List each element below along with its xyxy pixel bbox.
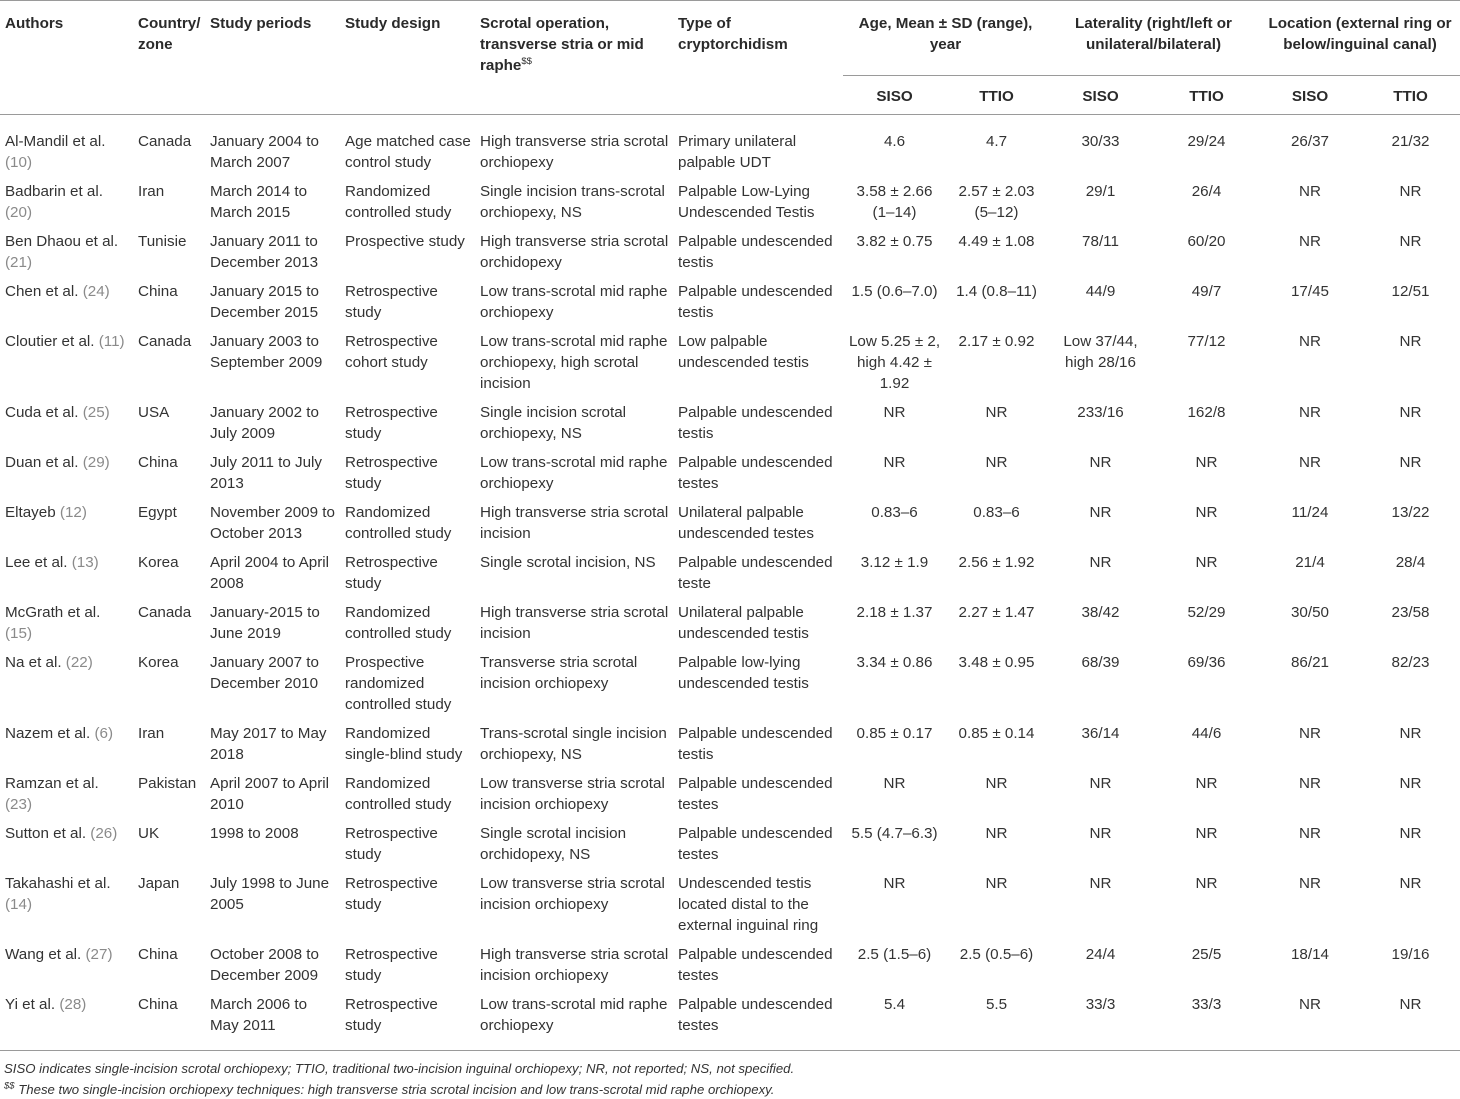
cell-operation: Single scrotal incision, NS [480,554,656,571]
cell-location-ttio: 28/4 [1395,554,1426,571]
cell-study-period: July 2011 to July 2013 [210,454,322,492]
cell-operation: Low transverse stria scrotal incision orchiopexy [480,775,665,813]
header-age: Age, Mean ± SD (range), year [843,1,1047,76]
cell-study-period: 1998 to 2008 [210,825,299,842]
cell-location-ttio: 21/32 [1391,133,1430,150]
cell-study-design: Randomized controlled study [345,504,452,542]
cell-country: Egypt [138,504,177,521]
author-name: Yi et al. [5,996,56,1013]
reference-link[interactable]: (15) [5,625,33,642]
header-laterality: Laterality (right/left or unilateral/bilateral) [1047,1,1259,76]
cell-study-period: April 2004 to April 2008 [210,554,330,592]
cell-laterality-ttio: 60/20 [1187,233,1226,250]
cell-study-design: Randomized single-blind study [345,725,463,763]
cell-location-ttio: NR [1399,404,1422,421]
cell-laterality-ttio: NR [1195,454,1218,471]
footnote-techniques [4,1081,1460,1099]
header-type: Type of cryptorchidism [678,15,788,53]
author-name: Cuda et al. [5,404,79,421]
cell-laterality-ttio: 77/12 [1187,333,1226,350]
cell-laterality-siso: 30/33 [1081,133,1120,150]
cell-country: China [138,283,178,300]
cell-operation: Single scrotal incision orchidopexy, NS [480,825,627,863]
author-name: Sutton et al. [5,825,87,842]
cell-location-siso: 30/50 [1290,604,1329,621]
cell-laterality-ttio: NR [1195,775,1218,792]
cell-age-ttio: 5.5 [945,991,1047,1051]
cell-study-design: Randomized controlled study [345,604,452,642]
cell-cryptorchidism-type: Primary unilateral palpable UDT [678,133,797,171]
cell-laterality-siso: NR [1089,775,1112,792]
cell-country: USA [138,404,170,421]
cell-laterality-siso: 38/42 [1081,604,1120,621]
cell-location-siso: NR [1259,991,1360,1051]
cell-country: Pakistan [138,775,197,792]
reference-link[interactable]: (20) [5,204,33,221]
cell-age-ttio: 2.27 ± 1.47 [958,604,1035,621]
author-name: Cloutier et al. [5,333,95,350]
cell-location-siso: NR [1299,725,1321,742]
cell-location-ttio: NR [1399,725,1422,742]
cell-cryptorchidism-type: Palpable undescended testis [678,725,833,763]
cell-laterality-ttio: NR [1195,554,1218,571]
table-row [0,770,1460,820]
reference-link[interactable]: (27) [85,946,113,963]
cell-laterality-ttio: NR [1195,504,1218,521]
table-row [0,870,1460,941]
table-row [0,228,1460,278]
cell-location-ttio: 13/22 [1391,504,1430,521]
cell-study-design: Retrospective study [345,554,438,592]
cell-study-design: Retrospective study [340,991,475,1051]
cell-author [0,549,133,599]
cell-study-period: November 2009 to October 2013 [210,504,335,542]
cell-age-siso: 2.18 ± 1.37 [856,604,933,621]
author-name: Ramzan et al. [5,775,99,792]
cell-operation: High transverse stria scrotal incision [480,604,669,642]
cell-age-siso: 0.83–6 [871,504,918,521]
cell-study-design: Prospective randomized controlled study [345,654,452,713]
author-name: Eltayeb [5,504,56,521]
cell-study-period: January-2015 to June 2019 [210,604,320,642]
header-scrotal-operation-text: Scrotal operation, transverse stria or mid raphe [480,15,644,74]
cell-laterality-siso: NR [1089,454,1112,471]
author-name: Ben Dhaou et al. [5,233,119,250]
author-name: Al-Mandil et al. [5,133,106,150]
cell-age-siso: 3.58 ± 2.66 (1–14) [856,183,933,221]
cell-laterality-siso: 36/14 [1081,725,1120,742]
cell-study-period: March 2014 to March 2015 [210,183,308,221]
cell-author [0,328,133,399]
cell-age-ttio: 2.56 ± 1.92 [958,554,1035,571]
author-name: Lee et al. [5,554,68,571]
cell-location-ttio: 23/58 [1391,604,1430,621]
cell-author [0,991,133,1051]
author-name: Chen et al. [5,283,79,300]
reference-link[interactable]: (24) [82,283,110,300]
cell-laterality-siso: 233/16 [1077,404,1124,421]
cell-laterality-ttio: 26/4 [1191,183,1222,200]
table-row [0,599,1460,649]
cell-age-siso: 1.5 (0.6–7.0) [851,283,938,300]
table-row [0,449,1460,499]
reference-link[interactable]: (22) [65,654,93,671]
table-row [0,278,1460,328]
cell-country: UK [138,825,160,842]
cell-age-siso: 5.4 [843,991,945,1051]
cell-study-design: Retrospective study [345,946,438,984]
cell-cryptorchidism-type: Unilateral palpable undescended testis [678,604,809,642]
footnote-symbol: $$ [4,1080,15,1092]
cell-age-ttio: 0.83–6 [973,504,1020,521]
subheader-laterality-ttio: TTIO [1189,88,1224,105]
subheader-location-siso: SISO [1291,88,1329,105]
header-row [0,1,1460,76]
cell-study-design: Retrospective study [345,454,438,492]
cell-age-ttio: 2.57 ± 2.03 (5–12) [958,183,1035,221]
cell-operation: Low trans-scrotal mid raphe orchiopexy [480,454,668,492]
table-row [0,328,1460,399]
cell-author [0,820,133,870]
cell-age-ttio: NR [985,775,1008,792]
cell-laterality-ttio: 162/8 [1187,404,1226,421]
cell-age-siso: 3.34 ± 0.86 [856,654,933,671]
cell-cryptorchidism-type: Palpable undescended testes [678,946,833,984]
cell-location-siso: 18/14 [1290,946,1329,963]
cell-author [0,720,133,770]
reference-link[interactable]: (12) [59,504,87,521]
cell-author [0,770,133,820]
table-row [0,178,1460,228]
cell-operation: Single incision trans-scrotal orchiopexy, NS [480,183,665,221]
cell-operation: Low trans-scrotal mid raphe orchiopexy [480,283,668,321]
cell-age-ttio: 3.48 ± 0.95 [958,654,1035,671]
cell-author [0,278,133,328]
cell-author [0,649,133,720]
cell-cryptorchidism-type: Palpable undescended testis [678,404,833,442]
author-name: Takahashi et al. [5,875,111,892]
header-scrotal-operation [475,1,673,115]
cell-cryptorchidism-type: Palpable undescended teste [678,554,833,592]
cell-age-siso: 4.6 [883,133,906,150]
footnote-techniques-text: These two single-incision orchiopexy techniques: high transverse stria scrotal incision and low trans-scrotal mid raphe orchiopexy. [14,1082,775,1097]
cell-age-siso: 5.5 (4.7–6.3) [851,825,938,842]
author-name: Na et al. [5,654,62,671]
cell-study-period: January 2003 to September 2009 [210,333,323,371]
cell-country: Canada [138,604,192,621]
cell-age-ttio: 4.49 ± 1.08 [958,233,1035,250]
cell-laterality-ttio: NR [1195,875,1218,892]
cell-operation: Low transverse stria scrotal incision orchiopexy [480,875,665,913]
reference-link[interactable]: (23) [5,796,33,813]
reference-link[interactable]: (10) [5,154,33,171]
table-row [0,941,1460,991]
reference-link[interactable]: (29) [82,454,110,471]
cell-location-siso: 21/4 [1295,554,1325,571]
cell-location-ttio: 82/23 [1391,654,1430,671]
cell-age-ttio: 4.7 [985,133,1008,150]
table-row [0,115,1460,179]
cell-study-period: January 2007 to December 2010 [210,654,319,692]
reference-link[interactable]: (21) [5,254,33,271]
cell-operation: Low trans-scrotal mid raphe orchiopexy, high scrotal incision [480,333,668,392]
table-row [0,820,1460,870]
cell-age-ttio: NR [985,825,1008,842]
cell-study-period: January 2004 to March 2007 [210,133,319,171]
cell-operation: High transverse stria scrotal incision orchiopexy [480,946,669,984]
cell-study-design: Retrospective study [345,875,438,913]
cell-author [0,115,133,179]
cell-laterality-siso: 33/3 [1047,991,1153,1051]
cell-age-siso: Low 5.25 ± 2, high 4.42 ± 1.92 [848,333,941,392]
cell-laterality-siso: 68/39 [1081,654,1120,671]
cell-laterality-ttio: 52/29 [1187,604,1226,621]
cell-study-design: Retrospective cohort study [345,333,438,371]
cell-study-period: May 2017 to May 2018 [210,725,327,763]
cell-study-period: January 2015 to December 2015 [210,283,319,321]
cell-country: Iran [138,725,165,742]
subheader-age-siso: SISO [876,88,913,105]
cell-location-ttio: NR [1360,991,1460,1051]
cell-study-design: Retrospective study [345,825,438,863]
cell-laterality-siso: 78/11 [1082,233,1119,250]
cell-age-ttio: NR [985,875,1008,892]
cell-country: Canada [138,333,192,350]
cell-cryptorchidism-type: Palpable low-lying undescended testis [678,654,809,692]
cell-operation: High transverse stria scrotal orchidopexy [480,233,669,271]
subheader-location-ttio: TTIO [1393,88,1428,105]
header-authors: Authors [5,15,64,32]
cell-location-ttio: NR [1399,333,1422,350]
footnote-abbreviations: SISO indicates single-incision scrotal orchiopexy; TTIO, traditional two-incision inguinal orchiopexy; NR, not reported; NS, not specified. [4,1061,795,1076]
cell-author [0,228,133,278]
table-row [0,549,1460,599]
cell-country: China [138,946,178,963]
cell-study-design: Retrospective study [345,404,438,442]
cell-country: China [133,991,205,1051]
author-name: Wang et al. [5,946,82,963]
cell-study-design: Randomized controlled study [345,183,452,221]
cell-age-ttio: 1.4 (0.8–11) [956,283,1037,300]
cell-study-design: Randomized controlled study [345,775,452,813]
header-location: Location (external ring or below/inguinal canal) [1259,1,1460,76]
cell-cryptorchidism-type: Palpable undescended testes [678,825,833,863]
cell-cryptorchidism-type: Palpable undescended testes [678,454,833,492]
cell-location-siso: NR [1299,454,1321,471]
cell-study-period: March 2006 to May 2011 [205,991,340,1051]
cell-laterality-ttio: 33/3 [1153,991,1259,1051]
cell-age-siso: NR [883,454,906,471]
cell-operation: Single incision scrotal orchiopexy, NS [480,404,627,442]
reference-link[interactable]: (14) [5,896,33,913]
cell-country: Iran [138,183,165,200]
cell-cryptorchidism-type: Palpable undescended testes [673,991,843,1051]
cell-age-ttio: 2.17 ± 0.92 [958,333,1035,350]
author-name: Nazem et al. [5,725,91,742]
cell-location-ttio: 19/16 [1391,946,1430,963]
cell-location-siso: NR [1299,825,1321,842]
cell-location-ttio: NR [1399,875,1422,892]
cell-study-design: Retrospective study [345,283,438,321]
cell-location-siso: NR [1299,333,1321,350]
cell-age-ttio: 0.85 ± 0.14 [958,725,1035,742]
cell-study-period: January 2011 to December 2013 [210,233,319,271]
table-row [0,399,1460,449]
cell-location-siso: 11/24 [1291,504,1329,521]
reference-link[interactable]: (26) [90,825,118,842]
cell-author [0,941,133,991]
cell-cryptorchidism-type: Palpable Low-Lying Undescended Testis [678,183,815,221]
cell-country: Korea [138,654,179,671]
cell-laterality-siso: 29/1 [1085,183,1116,200]
header-study-periods: Study periods [210,15,312,32]
cell-country: Japan [138,875,180,892]
table-row [0,720,1460,770]
cell-location-ttio: NR [1399,233,1422,250]
table-row [0,991,1460,1051]
table-body [0,115,1460,1051]
cell-laterality-ttio: 69/36 [1187,654,1226,671]
cell-location-ttio: NR [1399,454,1422,471]
cell-cryptorchidism-type: Palpable undescended testes [678,775,833,813]
cell-operation: Low trans-scrotal mid raphe orchiopexy [475,991,673,1051]
cell-laterality-siso: 24/4 [1085,946,1116,963]
cell-age-siso: NR [883,875,906,892]
cell-laterality-siso: 44/9 [1085,283,1116,300]
cell-laterality-siso: NR [1089,825,1112,842]
subheader-age-ttio: TTIO [979,88,1014,105]
table-row [0,649,1460,720]
reference-link[interactable]: (25) [82,404,110,421]
header-scrotal-operation-footnote-mark: $$ [521,55,532,67]
cell-cryptorchidism-type: Unilateral palpable undescended testes [678,504,814,542]
cell-study-design: Age matched case control study [345,133,471,171]
cell-location-siso: 17/45 [1290,283,1329,300]
cell-age-siso: 2.5 (1.5–6) [857,946,932,963]
cell-laterality-ttio: NR [1195,825,1218,842]
cell-laterality-siso: Low 37/44, high 28/16 [1063,333,1138,371]
cell-location-ttio: NR [1399,825,1422,842]
reference-link[interactable]: (11) [98,333,125,350]
reference-link[interactable]: (6) [94,725,114,742]
cell-age-siso: NR [883,775,906,792]
cell-laterality-ttio: 25/5 [1191,946,1222,963]
cell-location-siso: NR [1299,775,1321,792]
reference-link[interactable]: (28) [59,996,87,1013]
cell-author [0,178,133,228]
header-country: Country/ zone [138,15,201,53]
cell-laterality-siso: NR [1089,875,1112,892]
cell-age-ttio: NR [985,404,1008,421]
cell-cryptorchidism-type: Palpable undescended testis [678,283,833,321]
cell-study-design: Prospective study [345,233,465,250]
cell-location-siso: 86/21 [1290,654,1329,671]
cell-study-period: October 2008 to December 2009 [210,946,319,984]
cell-location-siso: 26/37 [1290,133,1329,150]
cell-country: Tunisie [138,233,187,250]
cell-cryptorchidism-type: Palpable undescended testis [678,233,833,271]
author-name: McGrath et al. [5,604,101,621]
header-study-design: Study design [345,15,441,32]
cell-age-ttio: NR [985,454,1008,471]
cell-location-siso: NR [1299,233,1321,250]
cell-operation: Transverse stria scrotal incision orchiopexy [480,654,638,692]
cell-study-period: April 2007 to April 2010 [210,775,330,813]
cell-study-period: January 2002 to July 2009 [210,404,319,442]
table-footnotes [0,1051,1460,1099]
cell-operation: High transverse stria scrotal orchiopexy [480,133,669,171]
cell-laterality-ttio: 29/24 [1187,133,1226,150]
cell-country: Korea [138,554,179,571]
author-name: Badbarin et al. [5,183,103,200]
cell-laterality-siso: NR [1089,504,1112,521]
cell-age-siso: 0.85 ± 0.17 [856,725,933,742]
subheader-laterality-siso: SISO [1082,88,1119,105]
cell-country: China [138,454,178,471]
reference-link[interactable]: (13) [71,554,99,571]
cell-author [0,499,133,549]
cell-age-siso: 3.82 ± 0.75 [856,233,933,250]
cell-laterality-ttio: 44/6 [1191,725,1222,742]
cell-operation: Trans-scrotal single incision orchiopexy, NS [480,725,667,763]
cell-location-siso: NR [1299,875,1321,892]
cell-age-siso: 3.12 ± 1.9 [860,554,929,571]
cell-author [0,399,133,449]
cell-author [0,599,133,649]
cell-age-siso: NR [883,404,906,421]
cell-study-period: July 1998 to June 2005 [210,875,330,913]
table-row [0,499,1460,549]
cell-location-siso: NR [1299,404,1321,421]
cell-cryptorchidism-type: Low palpable undescended testis [678,333,809,371]
cell-operation: High transverse stria scrotal incision [480,504,669,542]
cell-laterality-siso: NR [1089,554,1112,571]
cell-location-ttio: NR [1399,775,1422,792]
cell-location-siso: NR [1299,183,1321,200]
cell-location-ttio: NR [1399,183,1422,200]
author-name: Duan et al. [5,454,79,471]
cell-cryptorchidism-type: Undescended testis located distal to the external inguinal ring [678,875,819,934]
cell-laterality-ttio: 49/7 [1191,283,1222,300]
cell-country: Canada [138,133,192,150]
cell-author [0,449,133,499]
cell-location-ttio: 12/51 [1391,283,1430,300]
cell-age-ttio: 2.5 (0.5–6) [959,946,1034,963]
cell-author [0,870,133,941]
